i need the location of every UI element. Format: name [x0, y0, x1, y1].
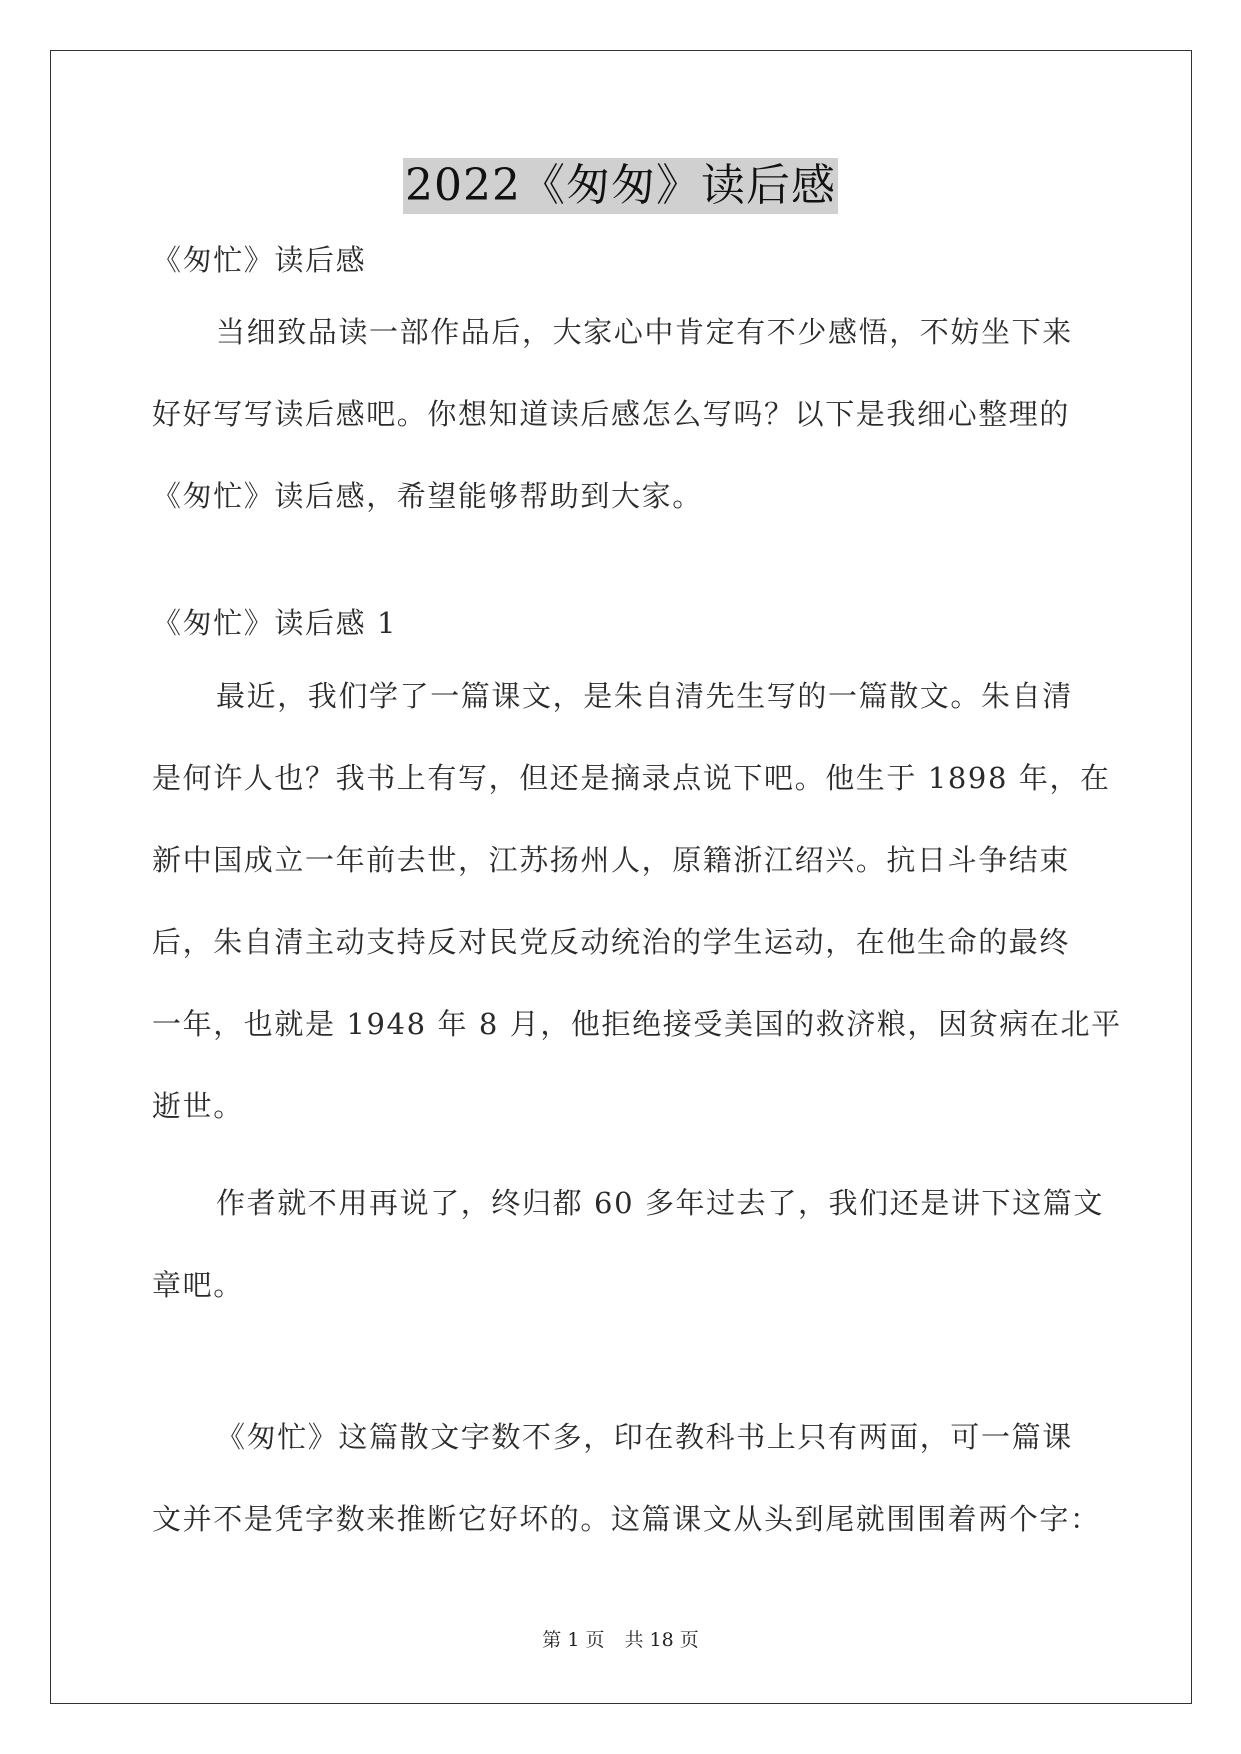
intro-heading: 《匆忙》读后感: [152, 243, 367, 277]
intro-line: 当细致品读一部作品后，大家心中肯定有不少感悟，不妨坐下来: [216, 315, 1073, 349]
section1-heading: 《匆忙》读后感 1: [152, 606, 398, 640]
paragraph-3: [152, 1396, 1101, 1560]
intro-block: [152, 219, 1092, 301]
paragraph-line: 新中国成立一年前去世，江苏扬州人，原籍浙江绍兴。抗日斗争结束: [152, 843, 1071, 877]
paragraph-line: 一年，也就是 1948 年 8 月，他拒绝接受美国的救济粮，因贫病在北平: [152, 1007, 1122, 1041]
paragraph-line: 《匆忙》这篇散文字数不多，印在教科书上只有两面，可一篇课: [216, 1420, 1073, 1454]
paragraph-line: 是何许人也？我书上有写，但还是摘录点说下吧。他生于 1898 年，在: [152, 761, 1111, 795]
section1-block: [152, 582, 1092, 664]
paragraph-line: 作者就不用再说了，终归都 60 多年过去了，我们还是讲下这篇文: [216, 1186, 1104, 1220]
paragraph-line: 最近，我们学了一篇课文，是朱自清先生写的一篇散文。朱自清: [216, 679, 1073, 713]
page-footer: [0, 1625, 1241, 1652]
paragraph-2: [152, 1162, 1104, 1326]
intro-line: 《匆忙》读后感，希望能够帮助到大家。: [152, 479, 703, 513]
paragraph-line: 文并不是凭字数来推断它好坏的。这篇课文从头到尾就围围着两个字：: [152, 1502, 1101, 1536]
paragraph-line: 章吧。: [152, 1268, 244, 1302]
page-number: 第 1 页: [542, 1629, 605, 1651]
document-title: 2022《匆匆》读后感: [403, 158, 838, 214]
paragraph-line: 逝世。: [152, 1089, 244, 1123]
intro-line: 好好写写读后感吧。你想知道读后感怎么写吗？以下是我细心整理的: [152, 397, 1071, 431]
page-total: 共 18 页: [624, 1629, 699, 1651]
title-wrapper: [0, 158, 1241, 214]
paragraph-line: 后，朱自清主动支持反对民党反动统治的学生运动，在他生命的最终: [152, 925, 1071, 959]
paragraph-1: [152, 655, 1122, 1147]
intro-paragraph: [152, 291, 1092, 537]
